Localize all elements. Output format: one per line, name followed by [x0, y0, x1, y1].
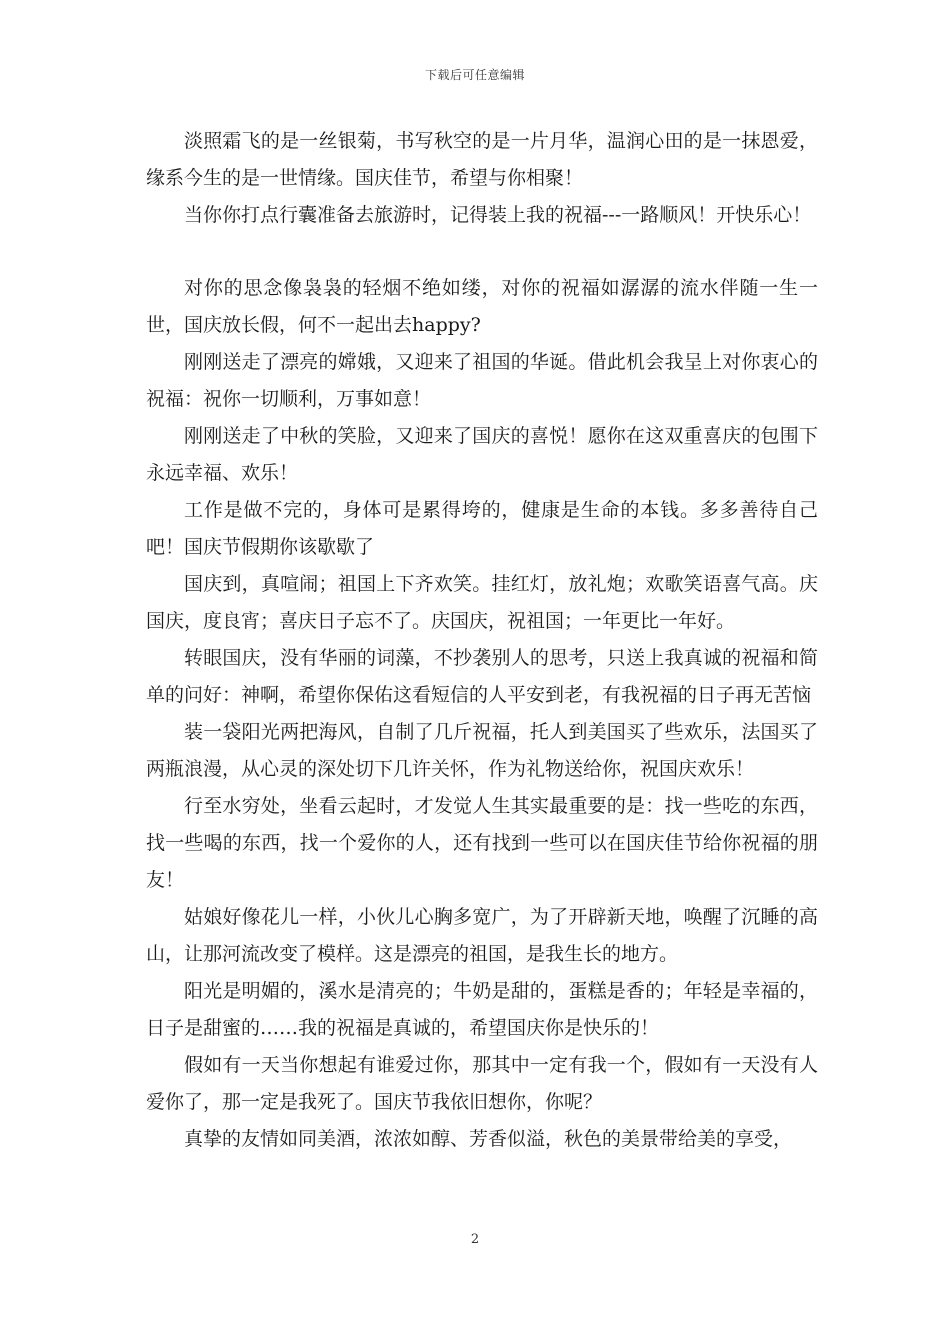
paragraph: 真挚的友情如同美酒，浓浓如醇、芳香似溢，秋色的美景带给美的享受， [184, 1128, 793, 1150]
paragraph: 淡照霜飞的是一丝银菊，书写秋空的是一片月华，温润心田的是一抹恩爱，缘系今生的是一世情缘。国庆佳节，希望与你相聚！ [146, 130, 818, 189]
paragraph: 行至水穷处，坐看云起时，才发觉人生其实最重要的是：找一些吃的东西，找一些喝的东西，找一个爱你的人，还有找到一些可以在国庆佳节给你祝福的朋友！ [146, 795, 818, 891]
paragraph: 对你的思念像袅袅的轻烟不绝如缕，对你的祝福如潺潺的流水伴随一生一世，国庆放长假，何不一起出去happy? [146, 277, 818, 336]
paragraph: 当你你打点行囊准备去旅游时，记得装上我的祝福---一路顺风！开快乐心！ [184, 204, 812, 226]
page-header: 下载后可任意编辑 [424, 68, 525, 82]
paragraph: 国庆到，真喧闹；祖国上下齐欢笑。挂红灯，放礼炮；欢歌笑语喜气高。庆国庆，度良宵；喜庆日子忘不了。庆国庆，祝祖国；一年更比一年好。 [146, 573, 818, 632]
paragraph: 装一袋阳光两把海风，自制了几斤祝福，托人到美国买了些欢乐，法国买了两瓶浪漫，从心灵的深处切下几许关怀，作为礼物送给你，祝国庆欢乐！ [146, 721, 818, 780]
paragraph: 刚刚送走了漂亮的嫦娥，又迎来了祖国的华诞。借此机会我呈上对你衷心的祝福：祝你一切顺利，万事如意！ [146, 351, 818, 410]
paragraph: 转眼国庆，没有华丽的词藻，不抄袭别人的思考，只送上我真诚的祝福和简单的问好：神啊，希望你保佑这看短信的人平安到老，有我祝福的日子再无苦恼 [146, 647, 818, 706]
paragraph: 刚刚送走了中秋的笑脸，又迎来了国庆的喜悦！愿你在这双重喜庆的包围下永远幸福、欢乐！ [146, 425, 818, 484]
paragraph: 假如有一天当你想起有谁爱过你，那其中一定有我一个，假如有一天没有人爱你了，那一定是我死了。国庆节我依旧想你，你呢？ [146, 1054, 818, 1113]
page-number: 2 [470, 1232, 480, 1247]
paragraph-gap [146, 234, 818, 270]
paragraph: 姑娘好像花儿一样，小伙儿心胸多宽广，为了开辟新天地，唤醒了沉睡的高山，让那河流改变了模样。这是漂亮的祖国，是我生长的地方。 [146, 906, 818, 965]
paragraph: 阳光是明媚的，溪水是清亮的；牛奶是甜的，蛋糕是香的；年轻是幸福的，日子是甜蜜的……我的祝福是真诚的，希望国庆你是快乐的！ [146, 980, 818, 1039]
paragraph: 工作是做不完的，身体可是累得垮的，健康是生命的本钱。多多善待自己吧！国庆节假期你该歇歇了 [146, 499, 818, 558]
document-body [146, 123, 818, 1158]
